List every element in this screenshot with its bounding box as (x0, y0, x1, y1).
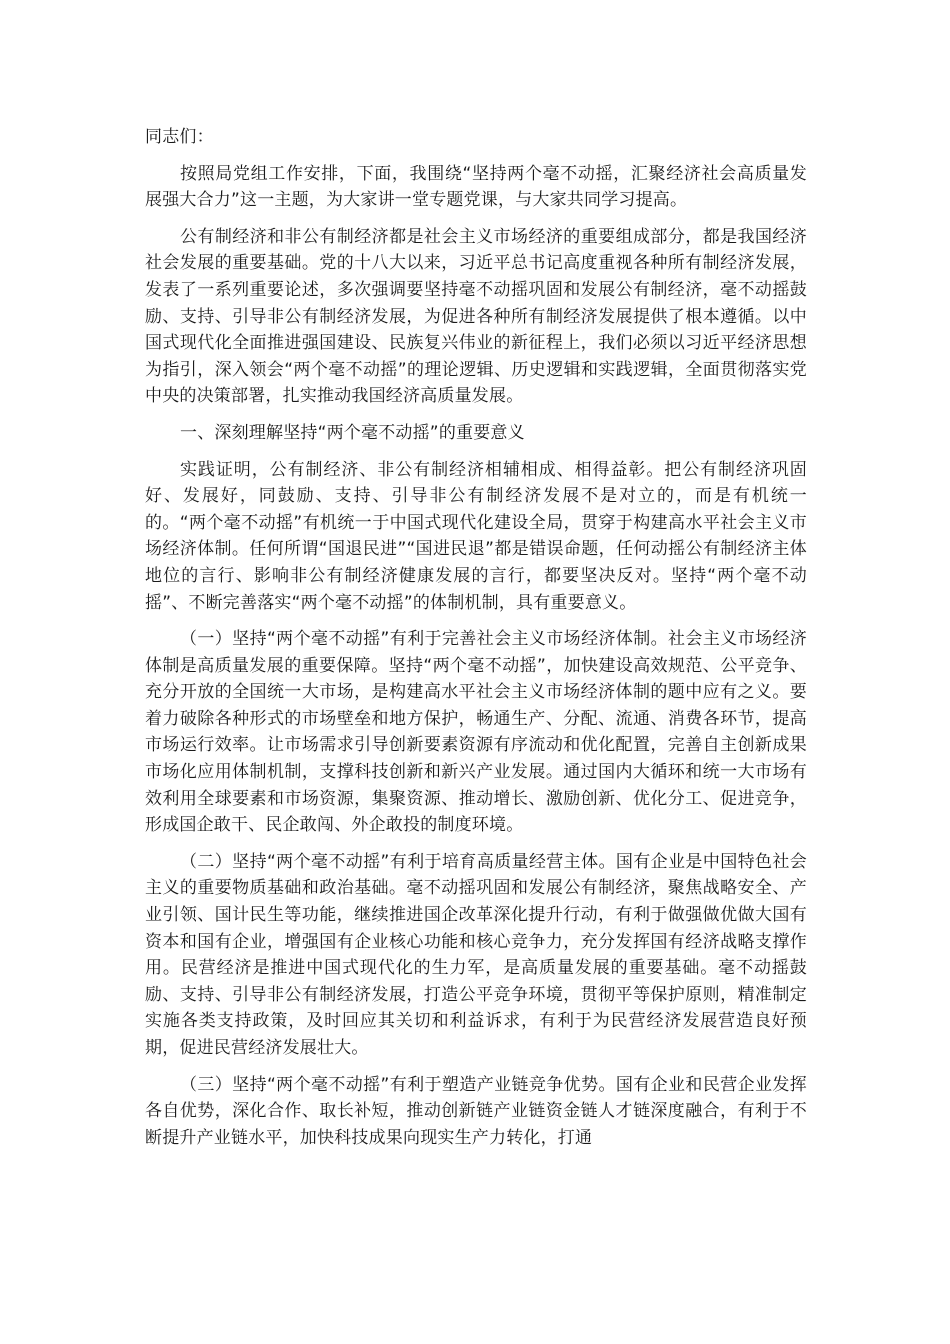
section-body-paragraph: 实践证明，公有制经济、非公有制经济相辅相成、相得益彰。把公有制经济巩固好、发展好，同鼓励、支持、引导非公有制经济发展不是对立的，而是有机统一的。“两个毫不动摇”有机统一于中国式现代化建设全局，贯穿于构建高水平社会主义市场经济体制。任何所谓“国退民进”“国进民退”都是错误命题，任何动摇公有制经济主体地位的言行、影响非公有制经济健康发展的言行，都要坚决反对。坚持“两个毫不动摇”、不断完善落实“两个毫不动摇”的体制机制，具有重要意义。 (145, 459, 807, 613)
document-body (145, 124, 807, 1161)
point-1-paragraph: （一）坚持“两个毫不动摇”有利于完善社会主义市场经济体制。社会主义市场经济体制是高质量发展的重要保障。坚持“两个毫不动摇”，加快建设高效规范、公平竞争、充分开放的全国统一大市场，是构建高水平社会主义市场经济体制的题中应有之义。要着力破除各种形式的市场壁垒和地方保护，畅通生产、分配、流通、消费各环节，提高市场运行效率。让市场需求引导创新要素资源有序流动和优化配置，完善自主创新成果市场化应用体制机制，支撑科技创新和新兴产业发展。通过国内大循环和统一大市场有效利用全球要素和市场资源，集聚资源、推动增长、激励创新、优化分工、促进竞争，形成国企敢干、民企敢闯、外企敢投的制度环境。 (145, 629, 807, 836)
section-heading: 一、深刻理解坚持“两个毫不动摇”的重要意义 (180, 422, 525, 443)
salutation: 同志们： (145, 127, 214, 147)
point-2-paragraph: （二）坚持“两个毫不动摇”有利于培育高质量经营主体。国有企业是中国特色社会主义的重要物质基础和政治基础。毫不动摇巩固和发展公有制经济，聚焦战略安全、产业引领、国计民生等功能，继续推进国企改革深化提升行动，有利于做强做优做大国有资本和国有企业，增强国有企业核心功能和核心竞争力，充分发挥国有经济战略支撑作用。民营经济是推进中国式现代化的生力军，是高质量发展的重要基础。毫不动摇鼓励、支持、引导非公有制经济发展，打造公平竞争环境，贯彻平等保护原则，精准制定实施各类支持政策，及时回应其关切和利益诉求，有利于为民营经济发展营造良好预期，促进民营经济发展壮大。 (145, 851, 807, 1058)
point-3-paragraph: （三）坚持“两个毫不动摇”有利于塑造产业链竞争优势。国有企业和民营企业发挥各自优势，深化合作、取长补短，推动创新链产业链资金链人才链深度融合，有利于不断提升产业链水平，加快科技成果向现实生产力转化，打通 (145, 1074, 807, 1148)
context-paragraph: 公有制经济和非公有制经济都是社会主义市场经济的重要组成部分，都是我国经济社会发展的重要基础。党的十八大以来，习近平总书记高度重视各种所有制经济发展，发表了一系列重要论述，多次强调要坚持毫不动摇巩固和发展公有制经济，毫不动摇鼓励、支持、引导非公有制经济发展，为促进各种所有制经济发展提供了根本遵循。以中国式现代化全面推进强国建设、民族复兴伟业的新征程上，我们必须以习近平经济思想为指引，深入领会“两个毫不动摇”的理论逻辑、历史逻辑和实践逻辑，全面贯彻落实党中央的决策部署，扎实推动我国经济高质量发展。 (145, 226, 807, 407)
intro-paragraph: 按照局党组工作安排，下面，我围绕“坚持两个毫不动摇，汇聚经济社会高质量发展强大合力”这一主题，为大家讲一堂专题党课，与大家共同学习提高。 (145, 163, 807, 211)
